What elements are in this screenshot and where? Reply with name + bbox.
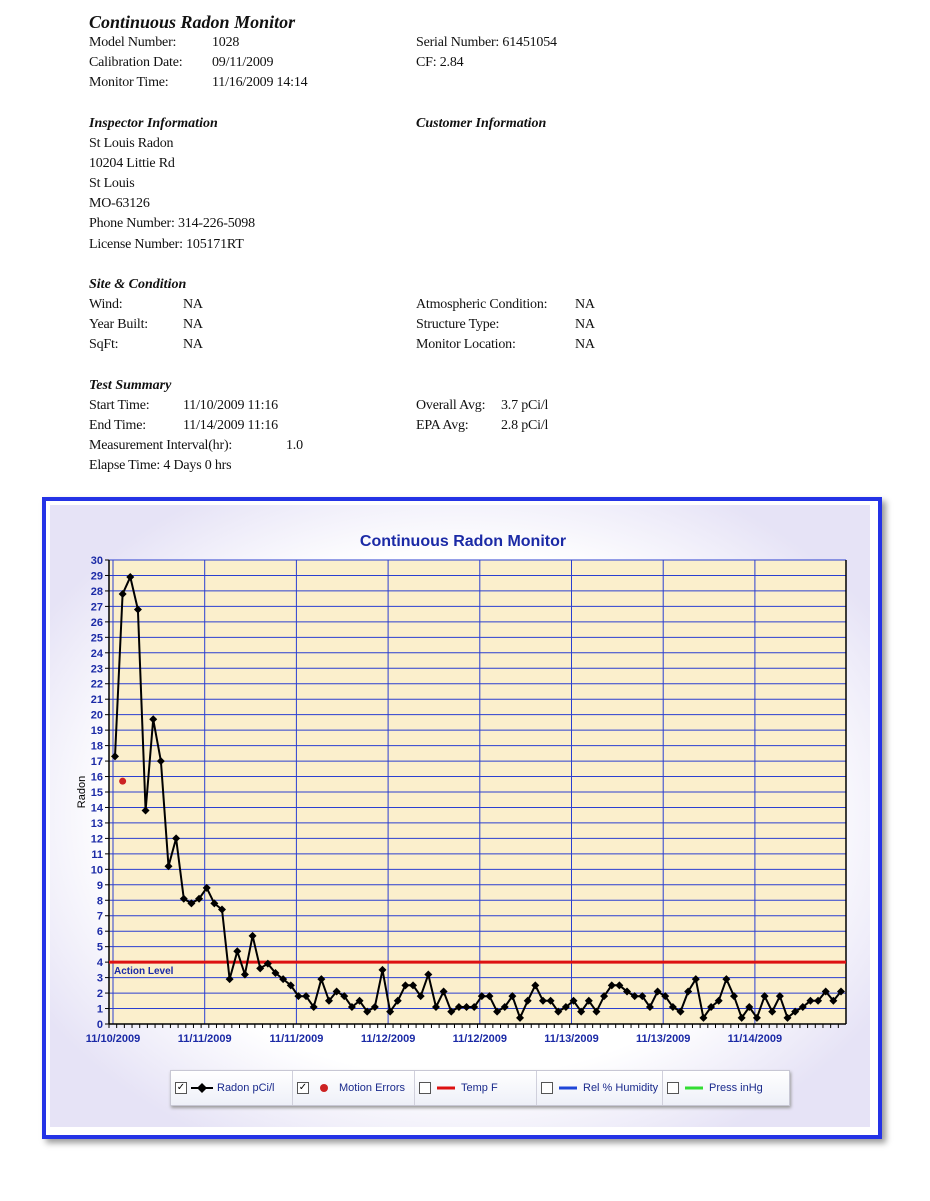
legend-item-temp[interactable] (415, 1071, 537, 1105)
radon-line-diamond-icon (191, 1082, 213, 1094)
monitor-time-value: 11/16/2009 14:14 (212, 75, 308, 90)
inspector-street: 10204 Littie Rd (89, 156, 175, 171)
atmospheric-label: Atmospheric Condition: (416, 297, 548, 312)
inspector-city: St Louis (89, 176, 135, 191)
customer-heading: Customer Information (416, 116, 547, 131)
chart-legend (170, 1070, 790, 1106)
epa-avg-label: EPA Avg: (416, 418, 469, 433)
atmospheric-value: NA (575, 297, 595, 312)
x-tick-label: 11/11/2009 (269, 1033, 324, 1045)
x-tick-label: 11/13/2009 (544, 1033, 599, 1045)
y-tick-label: 10 (90, 864, 103, 877)
y-tick-label: 28 (90, 585, 103, 598)
year-built-value: NA (183, 317, 203, 332)
structure-type-label: Structure Type: (416, 317, 500, 332)
y-axis-label: Radon (76, 775, 88, 809)
y-tick-label: 9 (96, 879, 103, 892)
monitor-time-label: Monitor Time: (89, 75, 169, 90)
y-tick-label: 17 (90, 756, 103, 769)
epa-avg-value: 2.8 pCi/l (501, 418, 549, 433)
inspector-license: License Number: 105171RT (89, 237, 244, 252)
humidity-checkbox[interactable] (541, 1082, 553, 1094)
temp-line-icon (435, 1082, 457, 1094)
end-time-value: 11/14/2009 11:16 (183, 418, 278, 433)
cf-value: CF: 2.84 (416, 55, 464, 70)
y-tick-label: 3 (96, 972, 103, 985)
x-tick-label: 11/12/2009 (360, 1033, 416, 1045)
site-heading: Site & Condition (89, 277, 187, 292)
y-tick-label: 12 (90, 833, 103, 846)
chart-title: Continuous Radon Monitor (359, 533, 567, 550)
test-summary-heading: Test Summary (89, 378, 172, 393)
y-tick-label: 8 (96, 895, 103, 908)
pressure-line-icon (683, 1082, 705, 1094)
y-tick-label: 13 (90, 817, 103, 830)
report-title: Continuous Radon Monitor (89, 12, 296, 32)
y-tick-label: 11 (91, 848, 103, 861)
radon-checkbox[interactable]: ✓ (176, 1082, 186, 1093)
humidity-line-icon (557, 1082, 579, 1094)
sqft-label: SqFt: (89, 337, 119, 352)
legend-label-temp: Temp F (461, 1082, 498, 1094)
model-number-label: Model Number: (89, 35, 177, 50)
motion-error-point (119, 778, 126, 785)
action-level-label: Action Level (114, 966, 174, 978)
calibration-date-value: 09/11/2009 (212, 55, 274, 70)
inspector-name: St Louis Radon (89, 136, 174, 151)
y-tick-label: 4 (96, 957, 103, 970)
calibration-date-label: Calibration Date: (89, 55, 183, 70)
y-tick-label: 0 (96, 1019, 103, 1031)
interval-value: 1.0 (286, 438, 303, 453)
monitor-location-value: NA (575, 337, 595, 352)
legend-label-humidity: Rel % Humidity (583, 1082, 659, 1094)
model-number-value: 1028 (212, 35, 240, 50)
inspector-heading: Inspector Information (89, 116, 218, 131)
y-tick-label: 15 (90, 787, 103, 799)
x-tick-label: 11/10/2009 (85, 1033, 141, 1045)
y-tick-label: 1 (96, 1003, 103, 1016)
interval-label: Measurement Interval(hr): (89, 438, 233, 453)
legend-item-radon[interactable] (171, 1071, 293, 1105)
monitor-location-label: Monitor Location: (416, 337, 516, 352)
y-tick-label: 24 (90, 647, 103, 660)
y-tick-label: 20 (90, 709, 103, 722)
elapse-time: Elapse Time: 4 Days 0 hrs (89, 458, 232, 473)
y-tick-label: 6 (96, 926, 103, 939)
legend-item-motion-errors[interactable] (293, 1071, 415, 1105)
sqft-value: NA (183, 337, 203, 352)
overall-avg-value: 3.7 pCi/l (501, 398, 549, 413)
y-tick-label: 26 (90, 616, 103, 629)
overall-avg-label: Overall Avg: (416, 398, 486, 413)
y-tick-label: 22 (90, 678, 103, 691)
y-tick-label: 23 (90, 663, 103, 676)
inspector-phone: Phone Number: 314-226-5098 (89, 216, 255, 231)
y-tick-label: 30 (90, 555, 103, 567)
x-tick-label: 11/11/2009 (177, 1033, 232, 1045)
x-tick-label: 11/14/2009 (727, 1033, 783, 1045)
y-tick-label: 21 (90, 694, 103, 707)
wind-value: NA (183, 297, 203, 312)
year-built-label: Year Built: (89, 317, 148, 332)
structure-type-value: NA (575, 317, 595, 332)
legend-item-humidity[interactable] (537, 1071, 663, 1105)
x-tick-label: 11/12/2009 (452, 1033, 508, 1045)
temp-checkbox[interactable] (419, 1082, 431, 1094)
wind-label: Wind: (89, 297, 123, 312)
y-tick-label: 19 (90, 725, 103, 738)
y-tick-label: 27 (90, 601, 103, 614)
legend-label-motion-errors: Motion Errors (339, 1082, 406, 1094)
y-tick-label: 18 (90, 740, 103, 753)
inspector-state: MO-63126 (89, 196, 150, 211)
motion-errors-checkbox[interactable]: ✓ (298, 1082, 308, 1093)
legend-item-pressure[interactable] (663, 1071, 789, 1105)
y-tick-label: 25 (90, 632, 103, 645)
y-tick-label: 16 (90, 771, 103, 784)
y-tick-label: 29 (90, 570, 103, 583)
x-tick-label: 11/13/2009 (635, 1033, 691, 1045)
y-tick-label: 14 (90, 802, 103, 815)
y-tick-label: 5 (96, 941, 103, 954)
end-time-label: End Time: (89, 418, 146, 433)
pressure-checkbox[interactable] (667, 1082, 679, 1094)
legend-label-radon: Radon pCi/l (217, 1082, 275, 1094)
start-time-label: Start Time: (89, 398, 150, 413)
legend-label-pressure: Press inHg (709, 1082, 763, 1094)
start-time-value: 11/10/2009 11:16 (183, 398, 278, 413)
y-tick-label: 2 (96, 988, 103, 1001)
y-tick-label: 7 (96, 910, 103, 923)
motion-errors-dot-icon (313, 1082, 335, 1094)
serial-number: Serial Number: 61451054 (416, 35, 557, 50)
